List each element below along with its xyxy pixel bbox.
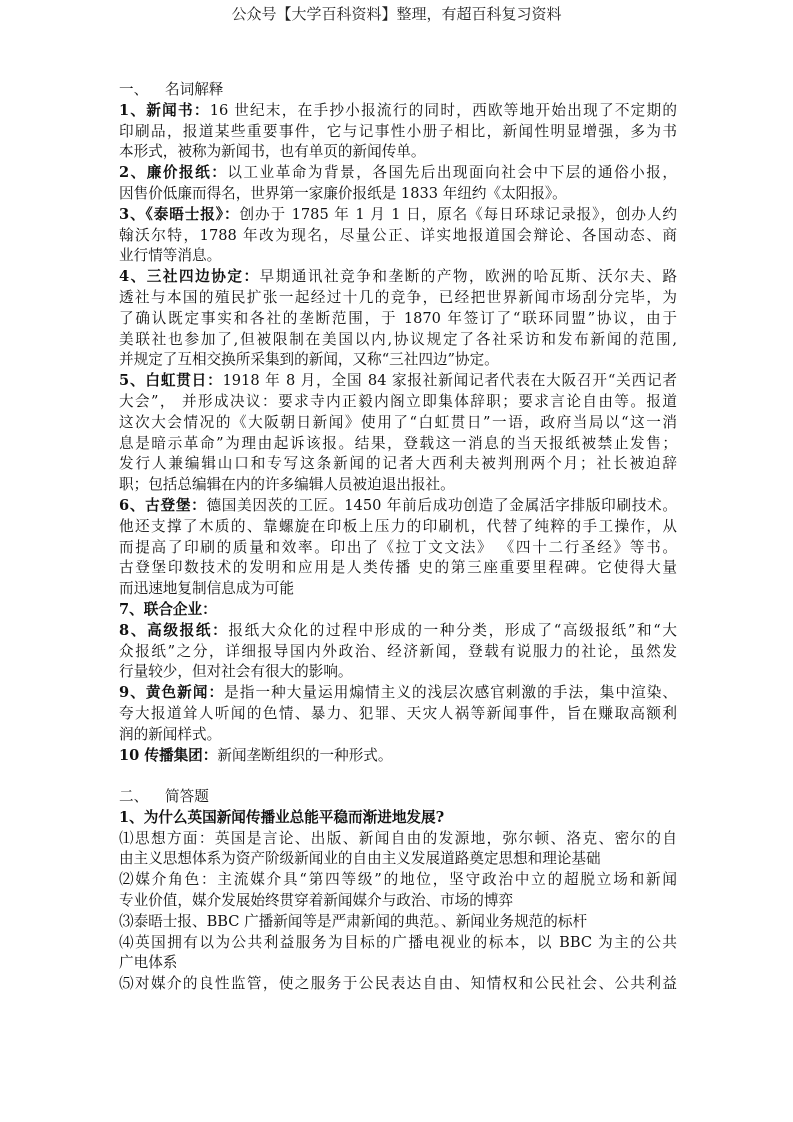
line-text: 印刷品，报道某些重要事件，它与记事性小册子相比，新闻性明显增强，多为书 xyxy=(119,122,677,140)
entry-first-line xyxy=(119,163,677,184)
line-text: 是指一种大量运用煽情主义的浅层次感官刺激的手法，集中渲染、 xyxy=(224,684,677,702)
line-text: 他还支撑了木质的、靠螺旋在印板上压力的印刷机，代替了纯粹的手工操作，从 xyxy=(119,517,677,535)
entry-first-line xyxy=(119,101,677,122)
text-line xyxy=(119,662,677,683)
line-text: ⑷英国拥有以为公共利益服务为目标的广播电视业的标本，以 BBC 为主的公共 xyxy=(119,933,677,951)
entry-term: 4、三社四边协定： xyxy=(119,268,260,286)
text-line xyxy=(119,226,677,247)
text-line xyxy=(119,953,677,974)
line-text: 德国美因茨的工匠。1450 年前后成功创造了金属活字排版印刷技术。 xyxy=(206,496,677,514)
line-text: 业行情等消息。 xyxy=(119,247,222,265)
text-line xyxy=(119,184,677,205)
line-text: 由主义思想体系为资产阶级新闻业的自由主义发展道路奠定思想和理论基础 xyxy=(119,850,601,868)
line-text: 众报纸”之分，详细报导国内外政治、经济新闻，登载有说服力的社论，虽然发 xyxy=(119,642,677,660)
document-body xyxy=(119,80,677,995)
line-text: 广电体系 xyxy=(119,954,178,972)
entry-term: 10 传播集团： xyxy=(119,746,218,764)
text-line xyxy=(119,330,677,351)
text-line xyxy=(119,933,677,954)
text-line xyxy=(119,475,677,496)
line-text: 大会”， 并形成决议：要求寺内正毅内阁立即集体辞职；要求言论自由等。报道 xyxy=(119,392,677,410)
section-title: 简答题 xyxy=(165,788,209,806)
line-text: ⑵媒介角色：主流媒介具“第四等级”的地位，坚守政治中立的超脱立场和新闻 xyxy=(119,871,677,889)
line-text: 1918 年 8 月，全国 84 家报社新闻记者代表在大阪召开“关西记者 xyxy=(222,372,677,390)
line-text: 了确认既定事实和各社的垄断范围，于 1870 年签订了“联环同盟”协议，由于 xyxy=(119,309,677,327)
text-line xyxy=(119,413,677,434)
section-heading xyxy=(119,80,677,101)
line-text: 这次大会情况的《大阪朝日新闻》使用了“白虹贯日”一语，政府当局以“这一消 xyxy=(119,413,677,431)
line-text: 报纸大众化的过程中形成的一种分类，形成了“高级报纸”和“大 xyxy=(228,621,678,639)
entry-first-line xyxy=(119,267,677,288)
line-text: ⑴思想方面：英国是言论、出版、新闻自由的发源地，弥尔顿、洛克、密尔的自 xyxy=(119,829,677,847)
line-text: 发行人兼编辑山口和专写这条新闻的记者大西利夫被判刑两个月；社长被迫辞 xyxy=(119,455,677,473)
entry-first-line xyxy=(119,683,677,704)
text-line xyxy=(119,974,677,995)
text-line xyxy=(119,579,677,600)
text-line xyxy=(119,122,677,143)
line-text: 而提高了印刷的质量和效率。印出了《拉丁文文法》 《四十二行圣经》等书。 xyxy=(119,538,677,556)
line-text: 本形式，被称为新闻书，也有单页的新闻传单。 xyxy=(119,143,426,161)
text-line xyxy=(119,309,677,330)
text-line xyxy=(119,891,677,912)
line-text: 美联社也参加了,但被限制在美国以内,协议规定了各社采访和发布新闻的范围, xyxy=(119,330,677,348)
text-line xyxy=(119,434,677,455)
entry-term: 1、为什么英国新闻传播业总能平稳而渐进地发展? xyxy=(119,808,445,826)
line-text: 透社与本国的殖民扩张一起经过十几的竞争，已经把世界新闻市场刮分完毕，为 xyxy=(119,288,677,306)
entry-first-line xyxy=(119,496,677,517)
text-line xyxy=(119,870,677,891)
line-text: 夸大报道耸人听闻的色情、暴力、犯罪、天灾人祸等新闻事件，旨在赚取高额利 xyxy=(119,704,677,722)
line-text: 润的新闻样式。 xyxy=(119,725,222,743)
text-line xyxy=(119,288,677,309)
entry-term: 3、《泰晤士报》： xyxy=(119,205,240,223)
text-line xyxy=(119,849,677,870)
entry-term: 6、古登堡： xyxy=(119,496,207,514)
entry-term: 7、联合企业： xyxy=(119,600,217,618)
entry-term: 9、黄色新闻： xyxy=(119,684,225,702)
line-text: 因售价低廉而得名，世界第一家廉价报纸是 1833 年纽约《太阳报》。 xyxy=(119,184,567,202)
text-line xyxy=(119,517,677,538)
page-header: 公众号【大学百科资料】整理，有超百科复习资料 xyxy=(231,5,562,23)
text-line xyxy=(119,829,677,850)
text-line xyxy=(119,642,677,663)
text-line xyxy=(119,558,677,579)
section-heading xyxy=(119,787,677,808)
line-text: 行量较少，但对社会有很大的影响。 xyxy=(119,663,353,681)
line-text: 新闻垄断组织的一种形式。 xyxy=(217,746,393,764)
line-text: 以工业革命为背景，各国先后出现面向社会中下层的通俗小报， xyxy=(227,164,677,182)
text-line xyxy=(119,142,677,163)
line-text: 而迅速地复制信息成为可能 xyxy=(119,580,295,598)
entry-first-line xyxy=(119,600,677,621)
line-text: 职；包括总编辑在内的许多编辑人员被迫退出报社。 xyxy=(119,476,455,494)
text-line xyxy=(119,704,677,725)
line-text: 专业价值，媒介发展始终贯穿着新闻媒介与政治、市场的博弈 xyxy=(119,892,514,910)
text-line xyxy=(119,454,677,475)
entry-term: 8、高级报纸： xyxy=(119,621,229,639)
text-line xyxy=(119,725,677,746)
line-text: 息是暗示革命”为理由起诉该报。结果，登载这一消息的当天报纸被禁止发售； xyxy=(119,434,677,452)
text-line xyxy=(119,912,677,933)
text-line xyxy=(119,246,677,267)
line-text: 翰沃尔特，1788 年改为现名，尽量公正、详实地报道国会辩论、各国动态、商 xyxy=(119,226,677,244)
text-line xyxy=(119,392,677,413)
entry-term: 1、新闻书： xyxy=(119,101,210,119)
line-text: ⑸对媒介的良性监管，使之服务于公民表达自由、知情权和公民社会、公共利益 xyxy=(119,975,677,993)
entry-first-line xyxy=(119,746,677,767)
line-text: 古登堡印数技术的发明和应用是人类传播 史的第三座重要里程碑。它使得大量 xyxy=(119,559,677,577)
text-line xyxy=(119,350,677,371)
entry-term: 5、白虹贯日： xyxy=(119,372,223,390)
line-text: 早期通讯社竞争和垄断的产物，欧洲的哈瓦斯、沃尔夫、路 xyxy=(259,268,677,286)
section-number: 一、 xyxy=(119,81,149,98)
entry-first-line xyxy=(119,371,677,392)
line-text: 并规定了互相交换所采集到的新闻，又称“三社四边”协定。 xyxy=(119,351,499,369)
line-text: 创办于 1785 年 1 月 1 日，原名《每日环球记录报》，创办人约 xyxy=(239,205,677,223)
entry-first-line xyxy=(119,808,677,829)
entry-first-line xyxy=(119,205,677,226)
section-number: 二、 xyxy=(119,788,149,806)
section-title: 名词解释 xyxy=(165,81,224,98)
entry-term: 2、廉价报纸： xyxy=(119,164,228,182)
line-text: ⑶泰晤士报、BBC 广播新闻等是严肃新闻的典范。、新闻业务规范的标杆 xyxy=(119,912,588,930)
entry-first-line xyxy=(119,621,677,642)
blank-line xyxy=(119,766,677,787)
text-line xyxy=(119,538,677,559)
line-text: 16 世纪末，在手抄小报流行的同时，西欧等地开始出现了不定期的 xyxy=(209,101,677,119)
